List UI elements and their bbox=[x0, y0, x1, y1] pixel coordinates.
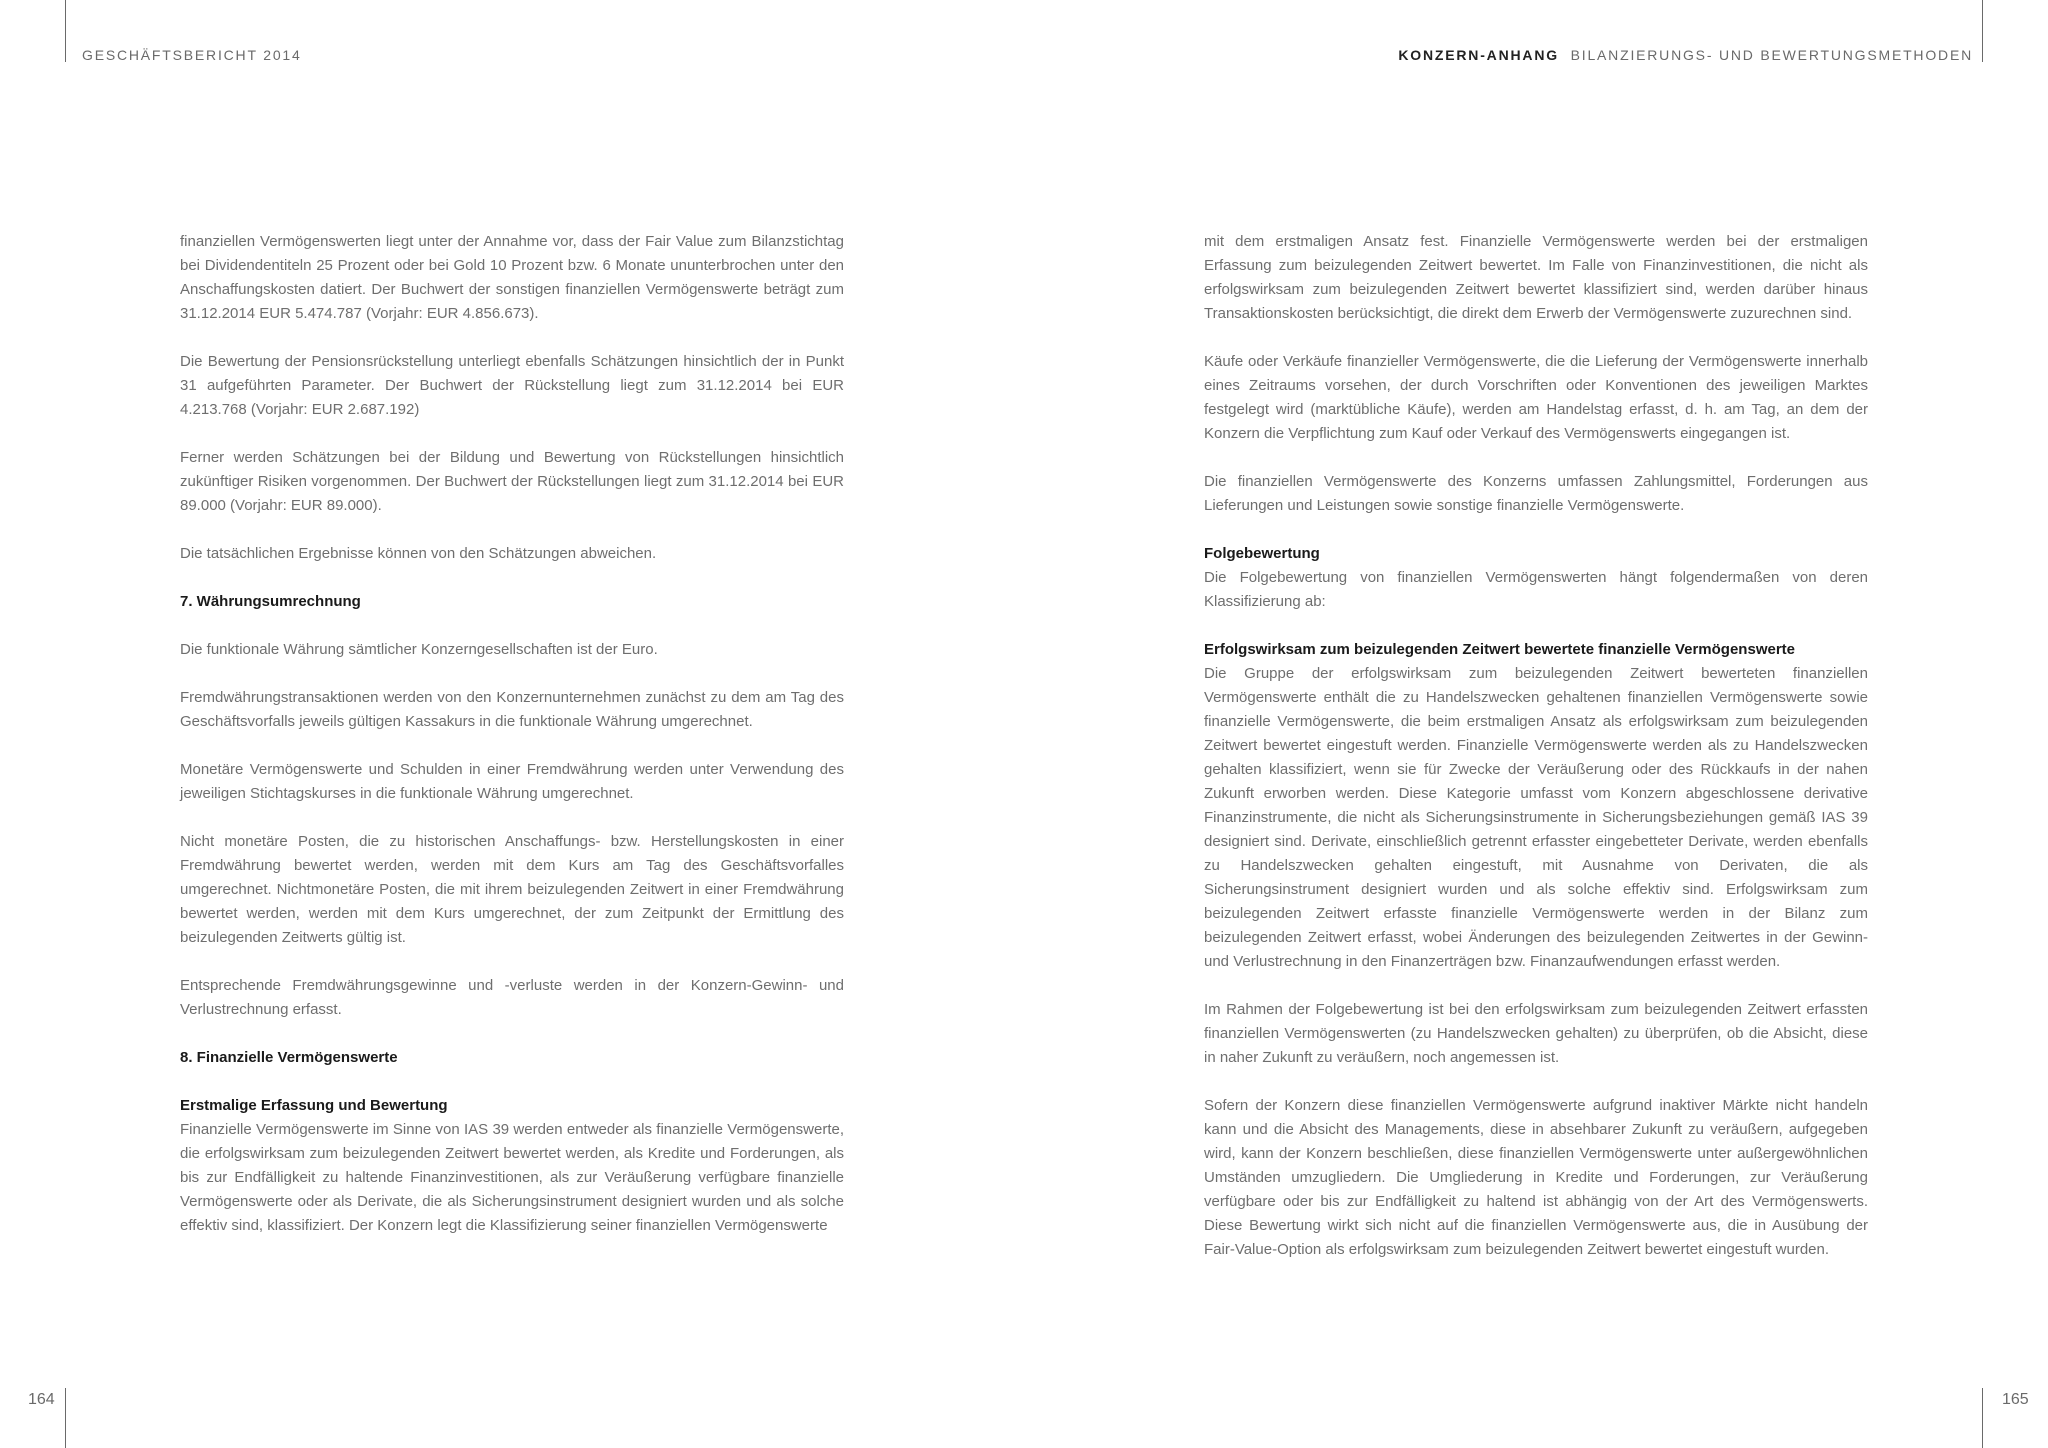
subsection-heading: Folgebewertung bbox=[1204, 545, 1320, 562]
section-heading: 7. Währungsumrechnung bbox=[180, 593, 361, 610]
paragraph: Fremdwährungstransaktionen werden von den Konzernunternehmen zunächst zu dem am Tag des Geschäftsvorfalls jeweils gültigen Kassakurs in die funktionale Währung umgerechnet. bbox=[180, 689, 844, 730]
top-right-rule bbox=[1982, 0, 1983, 62]
paragraph: Finanzielle Vermögenswerte im Sinne von IAS 39 werden entweder als finanzielle Vermögenswerte, die erfolgswirksam zum beizulegenden Zeitwert bewertet werden, als Kredite und Forderungen, als bis zur Endfälligkeit zu haltende Finanzinvestitionen, als zur Veräußerung verfügbare finanzielle Vermögenswerte oder als Derivate, die als Sicherungsinstrument designiert wurden und als solche effektiv sind, klassifiziert. Der Konzern legt die Klassifizierung seiner finanziellen Vermögenswerte bbox=[180, 1121, 844, 1234]
paragraph: finanziellen Vermögenswerten liegt unter der Annahme vor, dass der Fair Value zum Bilanzstichtag bei Dividendentiteln 25 Prozent oder bei Gold 10 Prozent bzw. 6 Monate ununterbrochen unter den Anschaffungskosten datiert. Der Buchwert der sonstigen finanziellen Vermögenswerte beträgt zum 31.12.2014 EUR 5.474.787 (Vorjahr: EUR 4.856.673). bbox=[180, 233, 844, 322]
paragraph: Nicht monetäre Posten, die zu historischen Anschaffungs- bzw. Herstellungskosten in einer Fremdwährung bewertet werden, werden mit dem Kurs am Tag des Geschäftsvorfalles umgerechnet. Nichtmonetäre Posten, die mit ihrem beizulegenden Zeitwert in einer Fremdwährung bewertet werden, werden mit dem Kurs umgerechnet, der zum Zeitpunkt der Ermittlung des beizulegenden Zeitwerts gültig ist. bbox=[180, 833, 844, 946]
paragraph: Die Bewertung der Pensionsrückstellung unterliegt ebenfalls Schätzungen hinsichtlich der in Punkt 31 aufgeführten Parameter. Der Buchwert der Rückstellung liegt zum 31.12.2014 bei EUR 4.213.768 (Vorjahr: EUR 2.687.192) bbox=[180, 353, 844, 418]
bottom-right-rule bbox=[1982, 1388, 1983, 1448]
bottom-left-rule bbox=[65, 1388, 66, 1448]
paragraph: Sofern der Konzern diese finanziellen Vermögenswerte aufgrund inaktiver Märkte nicht handeln kann und die Absicht des Managements, diese in absehbarer Zukunft zu veräußern, aufgegeben wird, kann der Konzern beschließen, diese finanziellen Vermögenswerte unter außergewöhnlichen Umständen umzugliedern. Die Umgliederung in Kredite und Forderungen, zur Veräußerung verfügbare oder bis zur Endfälligkeit zu haltend ist abhängig von der Art des Vermögenswerts. Diese Bewertung wirkt sich nicht auf die finanziellen Vermögenswerte aus, die in Ausübung der Fair-Value-Option als erfolgswirksam zum beizulegenden Zeitwert bewertet eingestuft wurden. bbox=[1204, 1097, 1868, 1258]
running-head-left bbox=[82, 47, 302, 63]
paragraph: Entsprechende Fremdwährungsgewinne und -verluste werden in der Konzern-Gewinn- und Verlustrechnung erfasst. bbox=[180, 977, 844, 1018]
paragraph: Die funktionale Währung sämtlicher Konzerngesellschaften ist der Euro. bbox=[180, 641, 658, 658]
subsection-name: BILANZIERUNGS- UND BEWERTUNGSMETHODEN bbox=[1570, 47, 1973, 63]
paragraph: Die Gruppe der erfolgswirksam zum beizulegenden Zeitwert bewerteten finanziellen Vermögenswerte enthält die zu Handelszwecken gehaltenen finanziellen Vermögenswerte sowie finanzielle Vermögenswerte, die beim erstmaligen Ansatz als erfolgswirksam zum beizulegenden Zeitwert bewertet eingestuft werden. Finanzielle Vermögenswerte werden als zu Handelszwecken gehalten klassifiziert, wenn sie für Zwecke der Veräußerung oder des Rückkaufs in der nahen Zukunft erworben werden. Diese Kategorie umfasst vom Konzern abgeschlossene derivative Finanzinstrumente, die nicht als Sicherungsinstrumente in Sicherungsbeziehungen gemäß IAS 39 designiert sind. Derivate, einschließlich getrennt erfasster eingebetteter Derivate, werden ebenfalls zu Handelszwecken gehalten eingestuft, mit Ausnahme von Derivaten, die als Sicherungsinstrument designiert wurden und als solche effektiv sind. Erfolgswirksam zum beizulegenden Zeitwert erfasste finanzielle Vermögenswerte werden in der Bilanz zum beizulegenden Zeitwert erfasst, wobei Änderungen des beizulegenden Zeitwertes in der Gewinn- und Verlustrechnung in den Finanzerträgen bzw. Finanzaufwendungen erfasst werden. bbox=[1204, 665, 1868, 970]
paragraph: Die finanziellen Vermögenswerte des Konzerns umfassen Zahlungsmittel, Forderungen aus Lieferungen und Leistungen sowie sonstige finanzielle Vermögenswerte. bbox=[1204, 473, 1868, 514]
subsection-heading: Erfolgswirksam zum beizulegenden Zeitwert bewertete finanzielle Vermögenswerte bbox=[1204, 641, 1795, 658]
section-heading: 8. Finanzielle Vermögenswerte bbox=[180, 1049, 398, 1066]
page-number-right: 165 bbox=[2002, 1391, 2029, 1408]
paragraph: Die tatsächlichen Ergebnisse können von den Schätzungen abweichen. bbox=[180, 545, 657, 562]
subsection bbox=[1204, 542, 1868, 614]
paragraph: Monetäre Vermögenswerte und Schulden in einer Fremdwährung werden unter Verwendung des jeweiligen Stichtagskurses in die funktionale Währung umgerechnet. bbox=[180, 761, 844, 802]
top-left-rule bbox=[65, 0, 66, 62]
running-head-right bbox=[1398, 47, 1973, 63]
subsection bbox=[180, 1094, 844, 1238]
section-name: KONZERN-ANHANG bbox=[1398, 47, 1559, 63]
paragraph: Ferner werden Schätzungen bei der Bildung und Bewertung von Rückstellungen hinsichtlich zukünftiger Risiken vorgenommen. Der Buchwert der Rückstellungen liegt zum 31.12.2014 bei EUR 89.000 (Vorjahr: EUR 89.000). bbox=[180, 449, 844, 514]
paragraph: mit dem erstmaligen Ansatz fest. Finanzielle Vermögenswerte werden bei der erstmaligen Erfassung zum beizulegenden Zeitwert bewertet. Im Falle von Finanzinvestitionen, die nicht als erfolgswirksam zum beizulegenden Zeitwert bewertet klassifiziert sind, werden darüber hinaus Transaktionskosten berücksichtigt, die direkt dem Erwerb der Vermögenswerte zuzurechnen sind. bbox=[1204, 233, 1868, 322]
report-title: GESCHÄFTSBERICHT 2014 bbox=[82, 47, 302, 63]
right-text-column bbox=[1204, 230, 1868, 1286]
subsection bbox=[1204, 638, 1868, 974]
page-number-left: 164 bbox=[28, 1391, 55, 1408]
subsection-heading: Erstmalige Erfassung und Bewertung bbox=[180, 1097, 448, 1114]
paragraph: Käufe oder Verkäufe finanzieller Vermögenswerte, die die Lieferung der Vermögenswerte innerhalb eines Zeitraums vorsehen, der durch Vorschriften oder Konventionen des jeweiligen Marktes festgelegt wird (marktübliche Käufe), werden am Handelstag erfasst, d. h. am Tag, an dem der Konzern die Verpflichtung zum Kauf oder Verkauf des Vermögenswerts eingegangen ist. bbox=[1204, 353, 1868, 442]
paragraph: Im Rahmen der Folgebewertung ist bei den erfolgswirksam zum beizulegenden Zeitwert erfassten finanziellen Vermögenswerten (zu Handelszwecken gehalten) zu überprüfen, ob die Absicht, diese in naher Zukunft zu veräußern, noch angemessen ist. bbox=[1204, 1001, 1868, 1066]
paragraph: Die Folgebewertung von finanziellen Vermögenswerten hängt folgendermaßen von deren Klassifizierung ab: bbox=[1204, 569, 1868, 610]
left-text-column bbox=[180, 230, 844, 1262]
